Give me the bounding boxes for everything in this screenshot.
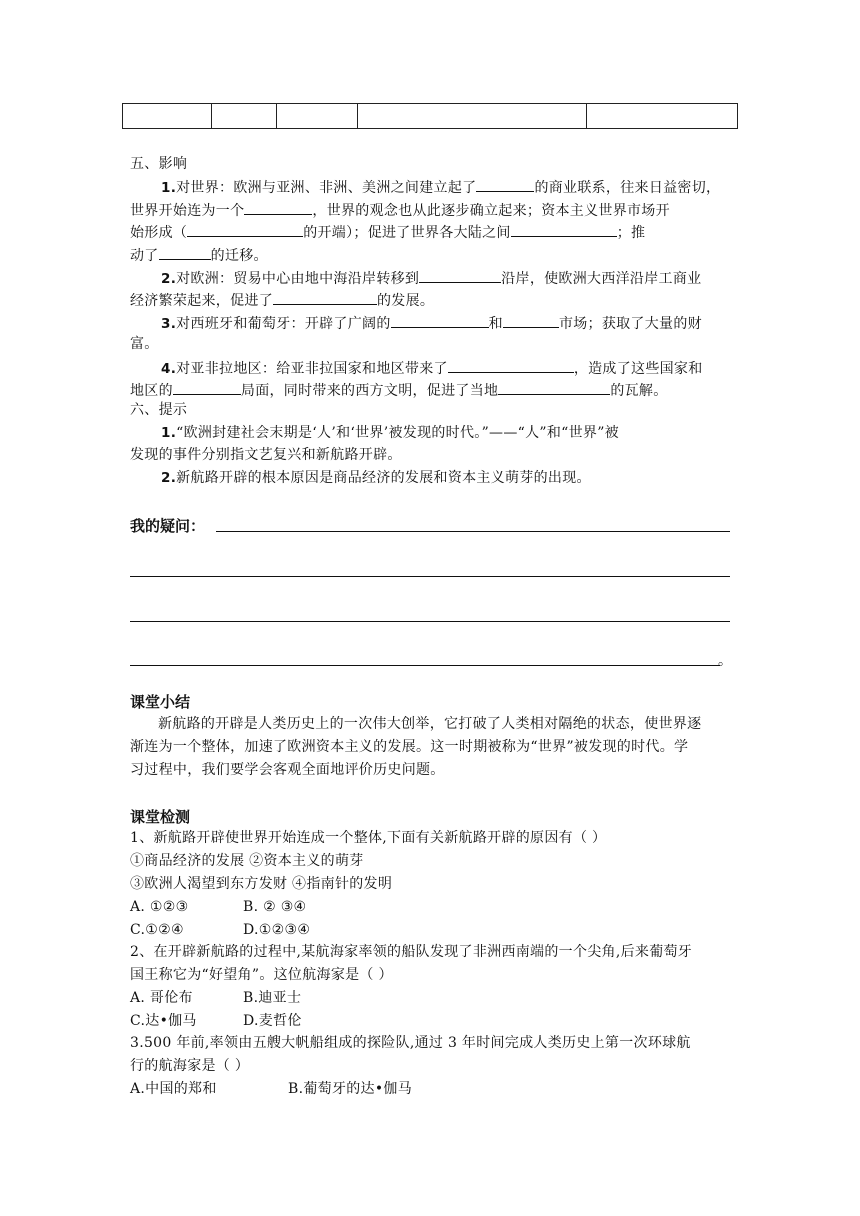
fill-blank[interactable] — [498, 379, 610, 395]
fill-blank[interactable] — [273, 289, 377, 305]
s5-item3-line1: 3.对西班牙和葡萄牙：开辟了广阔的 和 市场；获取了大量的财 — [161, 312, 702, 334]
s5-item4-line2: 地区的 局面，同时带来的西方文明，促进了当地 的瓦解。 — [130, 379, 668, 401]
s5-item2-line2: 经济繁荣起来，促进了 的发展。 — [130, 289, 434, 311]
q1-option-line: ①商品经济的发展 ②资本主义的萌芽 — [130, 853, 364, 869]
answer-line[interactable] — [130, 576, 730, 577]
table-cell — [587, 104, 738, 129]
section5-title: 五、影响 — [130, 156, 188, 172]
s5-item1-line1: 1.对世界：欧洲与亚洲、非洲、美洲之间建立起了 的商业联系，往来日益密切， — [161, 176, 720, 198]
s5-item1-line2: 世界开始连为一个 ，世界的观念也从此逐步确立起来；资本主义世界市场开 — [130, 199, 670, 221]
q1-choice-c[interactable]: C.①②④ — [130, 922, 184, 938]
questions-label: 我的疑问： — [130, 517, 206, 535]
q3-line: 3.500 年前,率领由五艘大帆船组成的探险队,通过 3 年时间完成人类历史上第一次环球航 — [130, 1035, 691, 1051]
table-cell — [212, 104, 277, 129]
q1-stem: 1、新航路开辟使世界开始连成一个整体,下面有关新航路开辟的原因有（ ） — [130, 830, 607, 846]
fill-blank[interactable] — [187, 221, 303, 237]
q1-choice-a[interactable]: A. ①②③ — [130, 899, 189, 915]
test-title: 课堂检测 — [130, 808, 191, 826]
q1-choice-d[interactable]: D.①②③④ — [243, 922, 311, 938]
fill-blank[interactable] — [476, 176, 534, 192]
table-cell — [123, 104, 212, 129]
end-period: 。 — [718, 653, 732, 669]
s6-item1-line2: 发现的事件分别指文艺复兴和新航路开辟。 — [130, 447, 402, 463]
answer-line[interactable] — [130, 665, 720, 666]
s5-item3-line2: 富。 — [130, 336, 159, 352]
fill-blank[interactable] — [159, 244, 211, 260]
fill-blank[interactable] — [419, 267, 501, 283]
q2-line: 2、在开辟新航路的过程中,某航海家率领的船队发现了非洲西南端的一个尖角,后来葡萄牙 — [130, 944, 693, 960]
table-cell — [277, 104, 358, 129]
summary-line: 习过程中，我们要学会客观全面地评价历史问题。 — [130, 762, 445, 778]
summary-title: 课堂小结 — [130, 693, 191, 711]
fill-blank[interactable] — [244, 199, 312, 215]
q2-line: 国王称它为“好望角”。这位航海家是（ ） — [130, 967, 393, 983]
q1-option-line: ③欧洲人渴望到东方发财 ④指南针的发明 — [130, 876, 393, 892]
fill-blank[interactable] — [173, 379, 241, 395]
q2-choice-b[interactable]: B.迪亚士 — [243, 990, 302, 1006]
s5-item1-line4: 动了 的迁移。 — [130, 244, 268, 266]
q3-choice-a[interactable]: A.中国的郑和 — [130, 1081, 217, 1097]
s6-item2-line1: 2.新航路开辟的根本原因是商品经济的发展和资本主义萌芽的出现。 — [161, 470, 591, 486]
table-fragment — [122, 103, 738, 129]
section6-title: 六、提示 — [130, 402, 188, 418]
s5-item4-line1: 4.对亚非拉地区：给亚非拉国家和地区带来了 ，造成了这些国家和 — [161, 357, 703, 379]
summary-line: 渐连为一个整体，加速了欧洲资本主义的发展。这一时期被称为“世界”被发现的时代。学 — [130, 739, 689, 755]
q3-choice-b[interactable]: B.葡萄牙的达•伽马 — [288, 1081, 412, 1097]
fill-blank[interactable] — [503, 312, 559, 328]
q2-choice-d[interactable]: D.麦哲伦 — [243, 1013, 302, 1029]
fill-blank[interactable] — [391, 312, 489, 328]
summary-line: 新航路的开辟是人类历史上的一次伟大创举，它打破了人类相对隔绝的状态，使世界逐 — [158, 716, 702, 732]
q2-choice-a[interactable]: A. 哥伦布 — [130, 990, 193, 1006]
s5-item1-line3: 始形成（ 的开端）；促进了世界各大陆之间 ；推 — [130, 221, 645, 243]
q1-choice-b[interactable]: B. ② ③④ — [243, 899, 307, 915]
q3-line: 行的航海家是（ ） — [130, 1058, 250, 1074]
answer-line[interactable] — [130, 621, 730, 622]
fill-blank[interactable] — [511, 221, 617, 237]
s5-item2-line1: 2.对欧洲：贸易中心由地中海沿岸转移到 沿岸，使欧洲大西洋沿岸工商业 — [161, 267, 701, 289]
fill-blank[interactable] — [448, 357, 574, 373]
s6-item1-line1: 1.“欧洲封建社会末期是‘人’和‘世界’被发现的时代。”——“人”和“世界”被 — [161, 425, 619, 441]
answer-line[interactable] — [216, 531, 730, 532]
q2-choice-c[interactable]: C.达•伽马 — [130, 1013, 197, 1029]
table-cell — [358, 104, 587, 129]
